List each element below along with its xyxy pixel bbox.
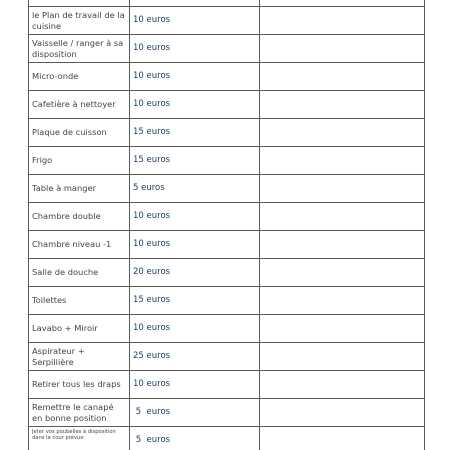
notes-cell bbox=[260, 63, 425, 91]
table-row bbox=[29, 35, 425, 63]
item-cell: Table à manger bbox=[29, 175, 130, 203]
table-row bbox=[29, 343, 425, 371]
table-row bbox=[29, 147, 425, 175]
price-cell: 5 euros bbox=[130, 399, 260, 427]
price-cell: 10 euros bbox=[130, 63, 260, 91]
item-cell: Chambre double bbox=[29, 203, 130, 231]
item-cell: Chambre niveau -1 bbox=[29, 231, 130, 259]
price-cell: 20 euros bbox=[130, 259, 260, 287]
price-cell: 15 euros bbox=[130, 287, 260, 315]
table-row bbox=[29, 371, 425, 399]
item-cell: Vaisselle / ranger à sa disposition bbox=[29, 35, 130, 63]
table-row bbox=[29, 175, 425, 203]
price-cell: 25 euros bbox=[130, 343, 260, 371]
table-row bbox=[29, 203, 425, 231]
price-cell: 15 euros bbox=[130, 119, 260, 147]
price-cell: 10 euros bbox=[130, 7, 260, 35]
item-cell: Aspirateur + Serpillière bbox=[29, 343, 130, 371]
price-cell: 10 euros bbox=[130, 371, 260, 399]
table-row bbox=[29, 119, 425, 147]
table-row bbox=[29, 91, 425, 119]
price-cell: 10 euros bbox=[130, 231, 260, 259]
price-cell: 10 euros bbox=[130, 91, 260, 119]
notes-cell bbox=[260, 119, 425, 147]
price-cell: 10 euros bbox=[130, 35, 260, 63]
price-cell: 10 euros bbox=[130, 315, 260, 343]
notes-cell bbox=[260, 287, 425, 315]
price-cell: 15 euros bbox=[130, 147, 260, 175]
notes-cell bbox=[260, 35, 425, 63]
price-table bbox=[28, 0, 425, 450]
notes-cell bbox=[260, 231, 425, 259]
table-row bbox=[29, 427, 425, 450]
notes-cell bbox=[260, 427, 425, 450]
item-cell: Toilettes bbox=[29, 287, 130, 315]
notes-cell bbox=[260, 203, 425, 231]
item-cell: Frigo bbox=[29, 147, 130, 175]
item-cell: Cafetière à nettoyer bbox=[29, 91, 130, 119]
price-cell: 5 euros bbox=[130, 427, 260, 450]
table-row bbox=[29, 63, 425, 91]
item-cell: Jeter vos poubelles à disposition dans la cour prévue bbox=[29, 427, 130, 450]
item-cell: Retirer tous les draps bbox=[29, 371, 130, 399]
item-cell: Salle de douche bbox=[29, 259, 130, 287]
notes-cell bbox=[260, 175, 425, 203]
notes-cell bbox=[260, 343, 425, 371]
notes-cell bbox=[260, 259, 425, 287]
price-cell: 10 euros bbox=[130, 203, 260, 231]
table-row bbox=[29, 399, 425, 427]
notes-cell bbox=[260, 7, 425, 35]
item-cell: Plaque de cuisson bbox=[29, 119, 130, 147]
table-row bbox=[29, 7, 425, 35]
item-cell: Lavabo + Miroir bbox=[29, 315, 130, 343]
notes-cell bbox=[260, 399, 425, 427]
item-cell: Micro-onde bbox=[29, 63, 130, 91]
table-row bbox=[29, 259, 425, 287]
notes-cell bbox=[260, 315, 425, 343]
item-cell: le Plan de travail de la cuisine bbox=[29, 7, 130, 35]
price-cell: 5 euros bbox=[130, 175, 260, 203]
notes-cell bbox=[260, 371, 425, 399]
table-row bbox=[29, 231, 425, 259]
item-cell: Remettre le canapé en bonne position bbox=[29, 399, 130, 427]
notes-cell bbox=[260, 147, 425, 175]
notes-cell bbox=[260, 91, 425, 119]
table-row bbox=[29, 287, 425, 315]
table-row bbox=[29, 315, 425, 343]
